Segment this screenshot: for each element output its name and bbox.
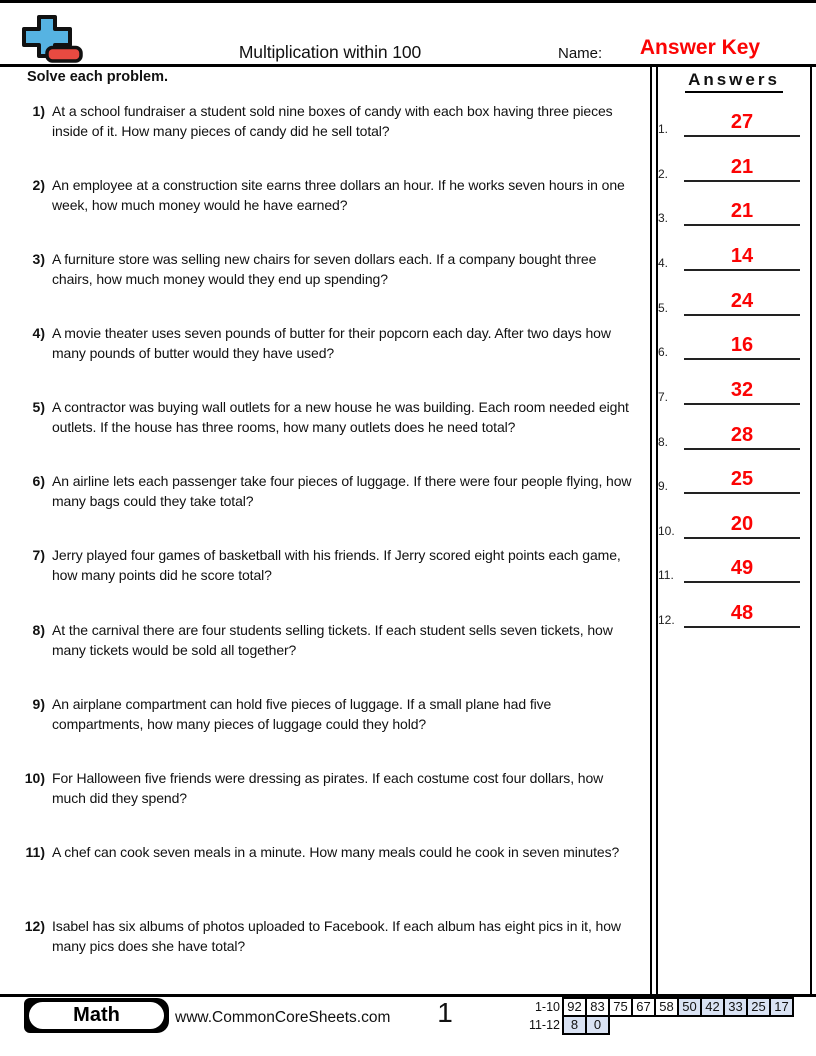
score-table: [518, 997, 794, 1035]
header-divider-rule: [0, 64, 816, 67]
score-cell: 8: [562, 1015, 587, 1035]
problem-number: 3): [32, 251, 45, 267]
answer-value: 32: [730, 379, 754, 401]
problem-item: [0, 176, 644, 215]
answer-value: 48: [730, 602, 754, 624]
answer-value: 16: [730, 334, 754, 356]
answer-value: 20: [730, 513, 754, 535]
problem-item: [0, 843, 644, 863]
problem-number: 6): [32, 473, 45, 489]
answer-number-label: 10.: [658, 524, 675, 538]
problem-text: An airplane compartment can hold five pieces of luggage. If a small plane had five compartments, how many pieces of luggage could they hold?: [52, 696, 552, 732]
answer-blank-line: [684, 603, 800, 628]
score-cell: 75: [608, 997, 633, 1017]
plus-minus-math-logo-icon: [20, 15, 84, 64]
answer-number-label: 6.: [658, 345, 669, 359]
answer-value: 24: [730, 290, 754, 312]
problem-number: 2): [32, 177, 45, 193]
problem-text: Isabel has six albums of photos uploaded to Facebook. If each album has eight pics in it, how many pics does she have total?: [52, 918, 621, 954]
answers-column-header: [658, 70, 810, 93]
problem-item: [0, 769, 644, 808]
answer-row: [656, 547, 808, 583]
website-text: www.CommonCoreSheets.com: [175, 1009, 391, 1026]
score-cell: 83: [585, 997, 610, 1017]
score-cell: 17: [769, 997, 794, 1017]
problem-text: Jerry played four games of basketball with his friends. If Jerry scored eight points each game, how many points did he score total?: [52, 547, 621, 583]
problem-item: [0, 102, 644, 141]
answer-value: 25: [730, 468, 754, 490]
answer-value: 21: [730, 200, 754, 222]
problem-text: At the carnival there are four students selling tickets. If each student sells seven tickets, how many tickets would be sold all together?: [52, 622, 613, 658]
answer-row: [656, 503, 808, 539]
score-cell: 58: [654, 997, 679, 1017]
score-row: [518, 997, 794, 1017]
problem-number: 1): [32, 103, 45, 119]
answer-number-label: 3.: [658, 211, 669, 225]
answer-row: [656, 458, 808, 494]
problem-text: A furniture store was selling new chairs for seven dollars each. If a company bought three chairs, how much money would they end up spending?: [52, 251, 597, 287]
problem-text: For Halloween five friends were dressing as pirates. If each costume cost four dollars, how much did they spend?: [52, 770, 604, 806]
instruction-text: Solve each problem.: [27, 69, 169, 85]
answer-row: [656, 324, 808, 360]
answer-blank-line: [684, 380, 800, 405]
answer-row: [656, 101, 808, 137]
problem-item: [0, 546, 644, 585]
score-cell: 92: [562, 997, 587, 1017]
problem-item: [0, 324, 644, 363]
answer-number-label: 7.: [658, 390, 669, 404]
name-label: Name:: [558, 45, 603, 62]
problem-number: 7): [32, 547, 45, 563]
top-border-rule: [0, 0, 816, 3]
problem-item: [0, 621, 644, 660]
problem-text: An employee at a construction site earns three dollars an hour. If he works seven hours in one week, how much money would he have earned?: [52, 177, 625, 213]
score-cell: 25: [746, 997, 771, 1017]
answer-value: 49: [730, 557, 754, 579]
answer-number-label: 2.: [658, 167, 669, 181]
answer-number-label: 11.: [658, 568, 674, 582]
answer-blank-line: [684, 201, 800, 226]
problem-text: A contractor was buying wall outlets for a new house he was building. Each room needed eight outlets. If the house has three rooms, how many outlets does he need total?: [52, 399, 629, 435]
subject-badge: [24, 998, 169, 1033]
score-cell: 42: [700, 997, 725, 1017]
problem-number: 8): [32, 622, 45, 638]
answer-value: 14: [730, 245, 754, 267]
answer-blank-line: [684, 246, 800, 271]
problem-number: 9): [32, 696, 45, 712]
problem-number: 12): [24, 918, 45, 934]
right-border-rule: [810, 64, 812, 994]
answer-row: [656, 190, 808, 226]
problem-item: [0, 250, 644, 289]
answer-number-label: 12.: [658, 613, 675, 627]
problem-number: 10): [24, 770, 45, 786]
score-cell: 50: [677, 997, 702, 1017]
problem-item: [0, 398, 644, 437]
answers-column-divider: [650, 64, 658, 994]
problem-text: A chef can cook seven meals in a minute. How many meals could he cook in seven minutes?: [52, 844, 620, 860]
answer-blank-line: [684, 291, 800, 316]
score-row-label: 11-12: [528, 1018, 560, 1032]
score-cell: 0: [585, 1015, 610, 1035]
answer-number-label: 4.: [658, 256, 669, 270]
problem-item: [0, 917, 644, 956]
problem-text: At a school fundraiser a student sold nine boxes of candy with each box having three pieces inside of it. How many pieces of candy did he sell total?: [52, 103, 613, 139]
answer-number-label: 8.: [658, 435, 669, 449]
subject-badge-label: Math: [29, 1002, 164, 1029]
page-number: 1: [437, 997, 453, 1028]
answer-number-label: 1.: [658, 122, 669, 136]
problem-number: 5): [32, 399, 45, 415]
answer-blank-line: [684, 335, 800, 360]
answer-row: [656, 414, 808, 450]
problem-text: A movie theater uses seven pounds of butter for their popcorn each day. After two days how many pounds of butter would they have used?: [52, 325, 611, 361]
answer-blank-line: [684, 514, 800, 539]
problem-item: [0, 472, 644, 511]
answer-row: [656, 235, 808, 271]
answer-row: [656, 280, 808, 316]
answer-blank-line: [684, 558, 800, 583]
answer-row: [656, 369, 808, 405]
problem-number: 11): [25, 844, 45, 860]
score-cell: 33: [723, 997, 748, 1017]
answer-value: 27: [730, 111, 754, 133]
answer-value: 21: [730, 156, 754, 178]
answer-row: [656, 592, 808, 628]
answer-blank-line: [684, 157, 800, 182]
answer-row: [656, 146, 808, 182]
answer-number-label: 9.: [658, 479, 669, 493]
answer-blank-line: [684, 425, 800, 450]
problem-text: An airline lets each passenger take four pieces of luggage. If there were four people flying, how many bags could they take total?: [52, 473, 632, 509]
score-cell: 67: [631, 997, 656, 1017]
answer-value: 28: [730, 424, 754, 446]
answer-number-label: 5.: [658, 301, 669, 315]
problem-number: 4): [32, 325, 45, 341]
worksheet-title: Multiplication within 100: [238, 42, 422, 62]
answer-blank-line: [684, 469, 800, 494]
answer-key-text: Answer Key: [639, 36, 761, 59]
score-row: [518, 1015, 794, 1035]
score-row-label: 1-10: [534, 1000, 560, 1014]
answers-heading: Answers: [685, 70, 783, 93]
problem-item: [0, 695, 644, 734]
answer-blank-line: [684, 112, 800, 137]
